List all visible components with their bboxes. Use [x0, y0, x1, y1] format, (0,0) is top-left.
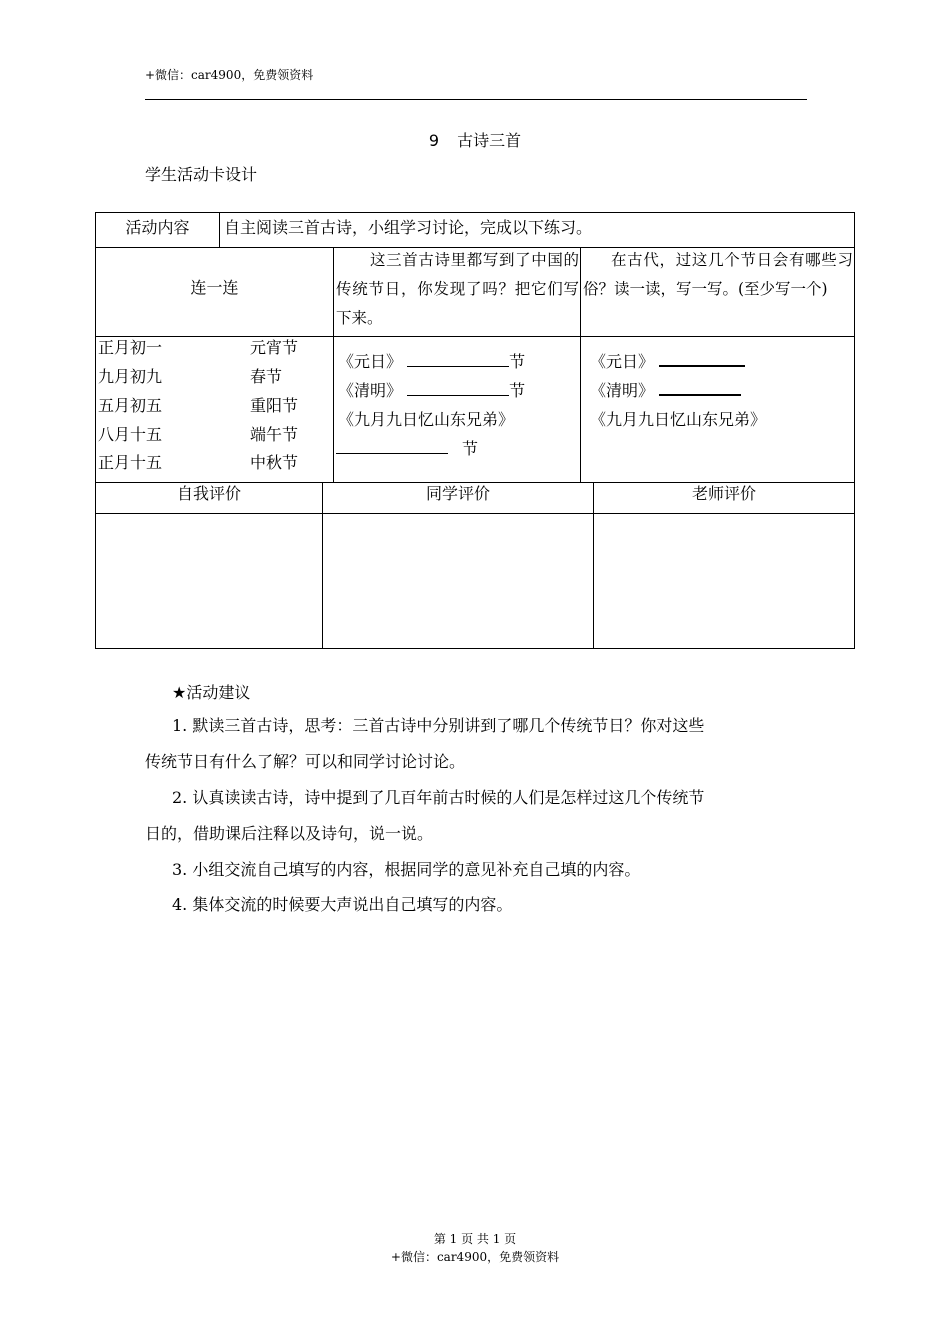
header-divider: [145, 99, 807, 100]
festival-fill-row: [336, 434, 478, 463]
customs-instruction: 在古代，过这几个节日会有哪些习俗？读一读，写一写。(至少写一个): [583, 251, 853, 298]
peer-evaluation-area[interactable]: [323, 514, 593, 648]
suggestion-line: 1. 默读三首古诗，思考：三首古诗中分别讲到了哪几个传统节日？你对这些: [172, 716, 705, 735]
page-title: [0, 128, 950, 151]
match-date: 正月初一: [98, 338, 163, 357]
suggestion-line: 3. 小组交流自己填写的内容，根据同学的意见补充自己填的内容。: [172, 860, 641, 879]
poem-title: 《清明》: [590, 381, 655, 400]
suggestion-line: 日的，借助课后注释以及诗句，说一说。: [145, 824, 434, 843]
festival-fill-row: [338, 376, 525, 405]
custom-fill-row: [590, 347, 745, 376]
peer-evaluation-header: 同学评价: [425, 484, 490, 503]
suggestion-line: 2. 认真读读古诗，诗中提到了几百年前古时候的人们是怎样过这几个传统节: [172, 788, 705, 807]
lesson-number: 9: [428, 131, 440, 150]
poem-title: 《九月九日忆山东兄弟》: [590, 410, 767, 429]
match-date: 八月十五: [98, 425, 163, 444]
match-date: 九月初九: [98, 367, 163, 386]
match-date: 五月初五: [98, 396, 163, 415]
find-festivals-instruction: 这三首古诗里都写到了中国的传统节日，你发现了吗？把它们写下来。: [336, 251, 579, 327]
custom-fill-row: [590, 376, 741, 405]
footer-watermark: +微信：car4900，免费领资料: [390, 1250, 560, 1264]
festival-suffix: 节: [509, 352, 526, 371]
teacher-evaluation-area[interactable]: [594, 514, 854, 648]
match-festival: 端午节: [250, 425, 299, 444]
suggestion-item: [145, 852, 810, 888]
match-festival: 中秋节: [250, 453, 299, 472]
festival-answer-blank[interactable]: [407, 352, 509, 367]
suggestion-line: 4. 集体交流的时候要大声说出自己填写的内容。: [172, 895, 513, 914]
table-rule: [219, 212, 220, 247]
match-festival: 重阳节: [250, 396, 299, 415]
match-date: 正月十五: [98, 453, 163, 472]
poem-title: 《元日》: [590, 352, 655, 371]
festival-fill-row: [338, 347, 525, 376]
lesson-title: 古诗三首: [457, 131, 522, 150]
table-border-bottom: [95, 648, 855, 649]
self-evaluation-header: 自我评价: [176, 484, 241, 503]
festival-suffix: 节: [509, 381, 526, 400]
suggestion-item: [145, 780, 810, 852]
suggestion-line: 传统节日有什么了解？可以和同学讨论讨论。: [145, 752, 466, 771]
table-rule: [580, 247, 581, 482]
suggestions-heading: ★活动建议: [172, 683, 251, 702]
poem-title: 《九月九日忆山东兄弟》: [338, 410, 515, 429]
teacher-evaluation-header: 老师评价: [691, 484, 756, 503]
festival-answer-blank[interactable]: [407, 381, 509, 396]
table-rule: [333, 247, 334, 482]
custom-answer-blank[interactable]: [659, 351, 745, 367]
poem-title: 《元日》: [338, 352, 403, 371]
custom-answer-blank[interactable]: [659, 380, 741, 396]
self-evaluation-area[interactable]: [96, 514, 322, 648]
activity-content-label: 活动内容: [125, 218, 190, 237]
table-border-right: [854, 212, 855, 649]
festival-answer-blank[interactable]: [336, 439, 448, 454]
poem-title: 《清明》: [338, 381, 403, 400]
match-festival: 元宵节: [250, 338, 299, 357]
connect-heading: 连一连: [190, 278, 239, 297]
header-watermark: +微信：car4900，免费领资料: [145, 68, 314, 82]
match-festival: 春节: [250, 367, 283, 386]
suggestion-item: [145, 708, 810, 780]
suggestion-item: [145, 887, 810, 923]
activity-content-text: 自主阅读三首古诗，小组学习讨论，完成以下练习。: [224, 218, 593, 237]
festival-suffix: 节: [462, 439, 479, 458]
page-number: 第 1 页 共 1 页: [433, 1232, 517, 1246]
activity-card-heading: 学生活动卡设计: [145, 165, 258, 184]
table-rule: [95, 336, 855, 337]
